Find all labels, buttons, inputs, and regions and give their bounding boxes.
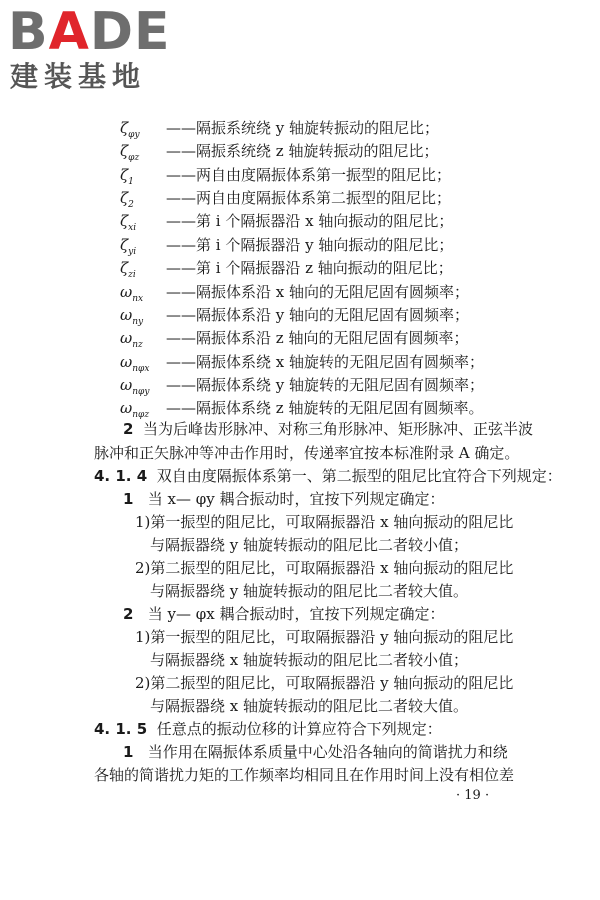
paragraph-2-line1: 2 当为后峰齿形脉冲、对称三角形脉冲、矩形脉冲、正弦半波 [123, 420, 533, 438]
definition-row: $\omega_{ny}$ ——隔振体系沿 y 轴向的无阻尼固有圆频率； [120, 306, 470, 327]
clause-4-1-5-1-line2: 各轴的简谐扰力矩的工作频率均相同且在作用时间上没有相位差 [94, 766, 515, 784]
item-4-1-4-1-2a: 2)第二振型的阻尼比，可取隔振器沿 x 轴向振动的阻尼比 [135, 559, 514, 577]
definition-row: $\zeta_{\varphi y}$ ——隔振系统绕 y 轴旋转振动的阻尼比； [120, 119, 440, 140]
definition-row: $\omega_{nx}$ ——隔振体系沿 x 轴向的无阻尼固有圆频率； [120, 283, 469, 304]
item-4-1-4-1-1a: 1)第一振型的阻尼比，可取隔振器沿 x 轴向振动的阻尼比 [135, 513, 514, 531]
definition-row: $\zeta_{yi}$ ——第 i 个隔振器沿 y 轴向振动的阻尼比； [120, 236, 454, 257]
definition-row: $\zeta_1$ ——两自由度隔振体系第一振型的阻尼比； [120, 166, 452, 187]
definition-row: $\omega_{nz}$ ——隔振体系沿 z 轴向的无阻尼固有圆频率； [120, 329, 469, 350]
item-4-1-4-2-2b: 与隔振器绕 x 轴旋转振动的阻尼比二者较大值。 [150, 697, 468, 715]
page-number: · 19 · [456, 788, 490, 803]
item-4-1-4-2-2a: 2)第二振型的阻尼比，可取隔振器沿 y 轴向振动的阻尼比 [135, 674, 514, 692]
definition-row: $\omega_{n\varphi y}$ ——隔振体系绕 y 轴旋转的无阻尼固有圆频率； [120, 376, 485, 397]
section-4-1-5-heading: 4. 1. 5 任意点的振动位移的计算应符合下列规定： [94, 720, 442, 738]
definition-row: $\zeta_{\varphi z}$ ——隔振系统绕 z 轴旋转振动的阻尼比； [120, 142, 439, 163]
definition-row: $\zeta_2$ ——两自由度隔振体系第二振型的阻尼比； [120, 189, 452, 210]
clause-4-1-4-2: 2 当 y— φx 耦合振动时，宜按下列规定确定： [123, 605, 445, 623]
definition-row: $\zeta_{xi}$ ——第 i 个隔振器沿 x 轴向振动的阻尼比； [120, 212, 454, 233]
item-4-1-4-2-1b: 与隔振器绕 x 轴旋转振动的阻尼比二者较小值； [150, 651, 468, 669]
clause-4-1-5-1-line1: 1 当作用在隔振体系质量中心处沿各轴向的简谐扰力和绕 [123, 743, 508, 761]
definition-row: $\omega_{n\varphi x}$ ——隔振体系绕 x 轴旋转的无阻尼固有圆频率； [120, 353, 484, 374]
paragraph-2-line2: 脉冲和正矢脉冲等冲击作用时，传递率宜按本标准附录 A 确定。 [94, 444, 520, 462]
item-4-1-4-2-1a: 1)第一振型的阻尼比，可取隔振器沿 y 轴向振动的阻尼比 [135, 628, 514, 646]
definition-row: $\omega_{n\varphi z}$ ——隔振体系绕 z 轴旋转的无阻尼固有圆频率。 [120, 399, 484, 420]
item-4-1-4-1-1b: 与隔振器绕 y 轴旋转振动的阻尼比二者较小值； [150, 536, 469, 554]
logo-wordmark: BADE [8, 2, 171, 62]
item-4-1-4-1-2b: 与隔振器绕 y 轴旋转振动的阻尼比二者较大值。 [150, 582, 469, 600]
logo-subtitle: 建装基地 [10, 60, 147, 93]
section-4-1-4-heading: 4. 1. 4 双自由度隔振体系第一、第二振型的阻尼比宜符合下列规定： [94, 467, 562, 485]
clause-4-1-4-1: 1 当 x— φy 耦合振动时，宜按下列规定确定： [123, 490, 445, 508]
definition-row: $\zeta_{zi}$ ——第 i 个隔振器沿 z 轴向振动的阻尼比； [120, 259, 453, 280]
